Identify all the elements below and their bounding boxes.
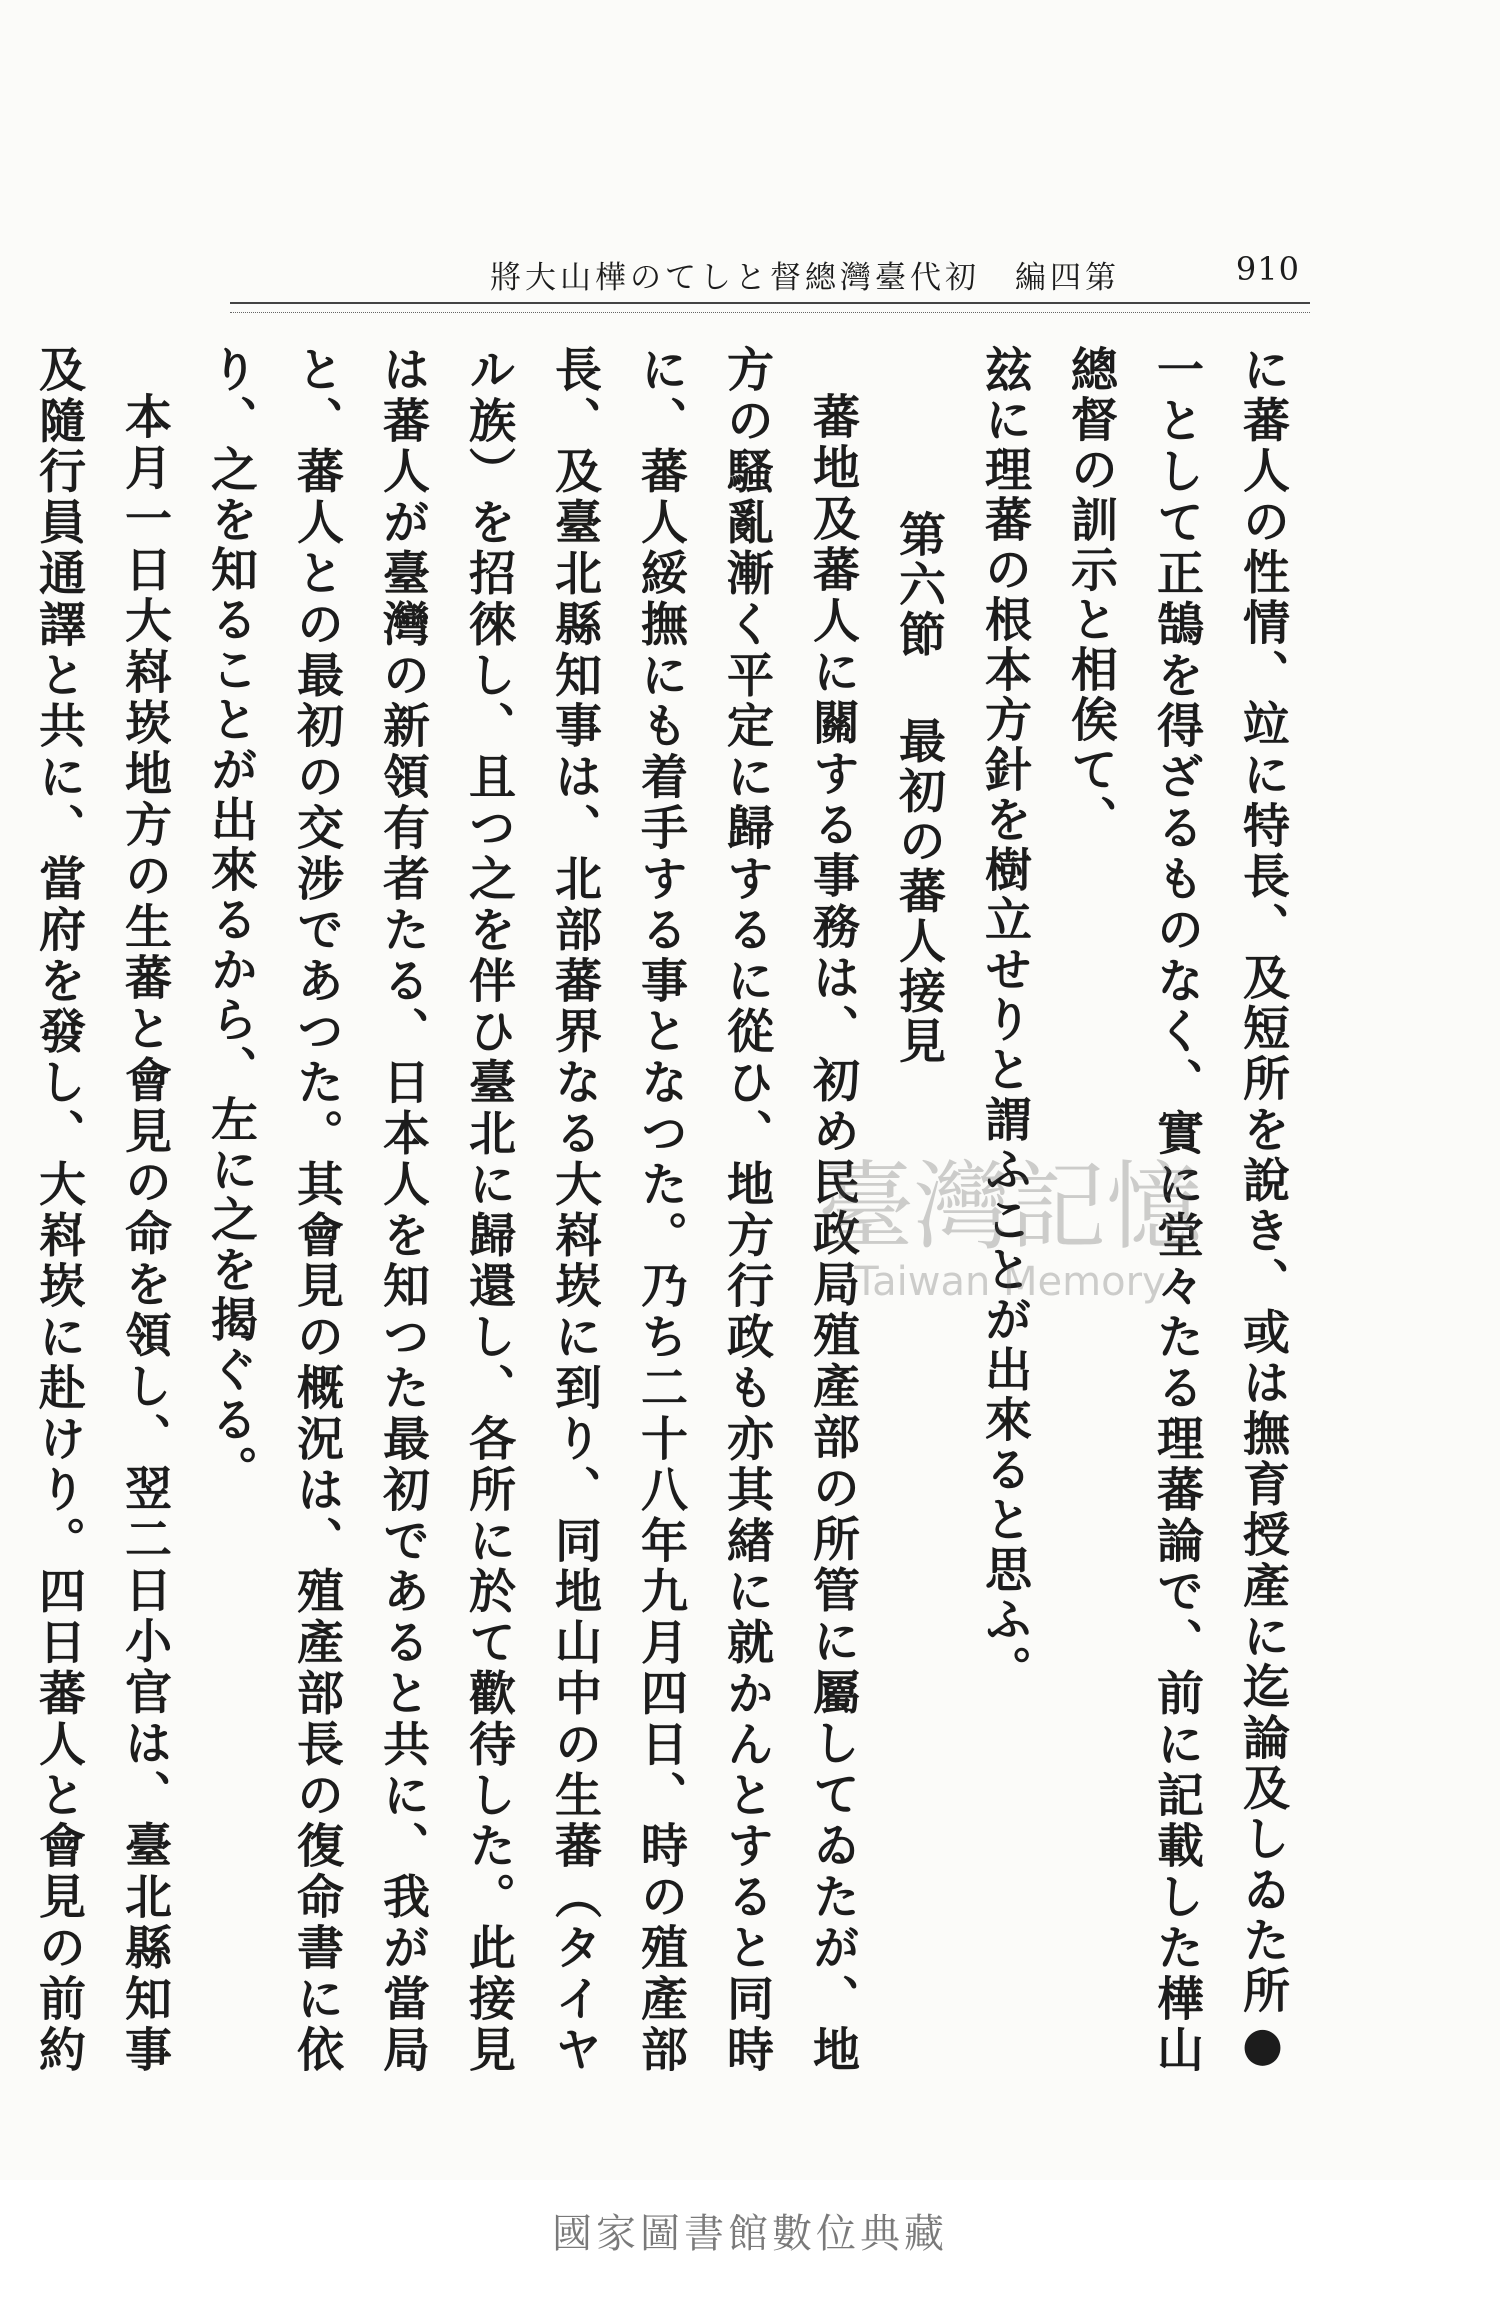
header-divider [230,302,1310,313]
paragraph-1: に蕃人の性情、竝に特長、及短所を說き、或は撫育授產に迄論及しゐた所●一として正鵠を得ざるものなく、實に堂々たる理蕃論で、前に記載した樺山總督の訓示と相俟て、 [1063,345,1290,2075]
section-number: 第六節 [891,509,946,660]
watermark-subtext: Taiwan Memory [854,1259,1166,1305]
section-heading [875,345,961,2075]
page-header [440,250,1300,296]
watermark-text: 臺灣記憶 [818,1151,1202,1263]
page-number: 910 [1235,250,1300,288]
paragraph-4: 本月一日大嵙崁地方の生蕃と會見の命を領し、翌二日小官は、臺北縣知事及隨行員通譯と共に、當府を發し、大嵙崁に赴けり。四日蕃人と會見の前約 [31,345,172,2075]
section-title: 最初の蕃人接見 [891,715,946,1066]
source-footer [0,2180,1500,2300]
paragraph-2: 玆に理蕃の根本方針を樹立せりと謂ふことが出來ると思ふ。 [977,345,1032,1695]
running-title: 第四編 初代臺灣總督としての樺山大將 [490,260,1120,296]
paragraph-3: 蕃地及蕃人に關する事務は、初め民政局殖產部の所管に屬してゐたが、地方の騷亂漸く平定に歸するに從ひ、地方行政も亦其緖に就かんとすると同時に、蕃人綏撫にも着手する事となつた。乃ち二十八年九月四日、時の殖產部長、及臺北縣知事は、北部蕃界なる大嵙崁に到り、同地山中の生蕃（タイヤル族）を招徠し、且つ之を伴ひ臺北に歸還し、各所に於て歡待した。此接見は蕃人が臺灣の新領有者たる、日本人を知つた最初であると共に、我が當局と、蕃人との最初の交涉であつた。其會見の概況は、殖產部長の復命書に依り、之を知ることが出來るから、左に之を揭ぐる。 [203,345,860,2075]
body-text [31,345,1305,2075]
source-credit: 國家圖書館數位典藏 [552,2211,948,2257]
